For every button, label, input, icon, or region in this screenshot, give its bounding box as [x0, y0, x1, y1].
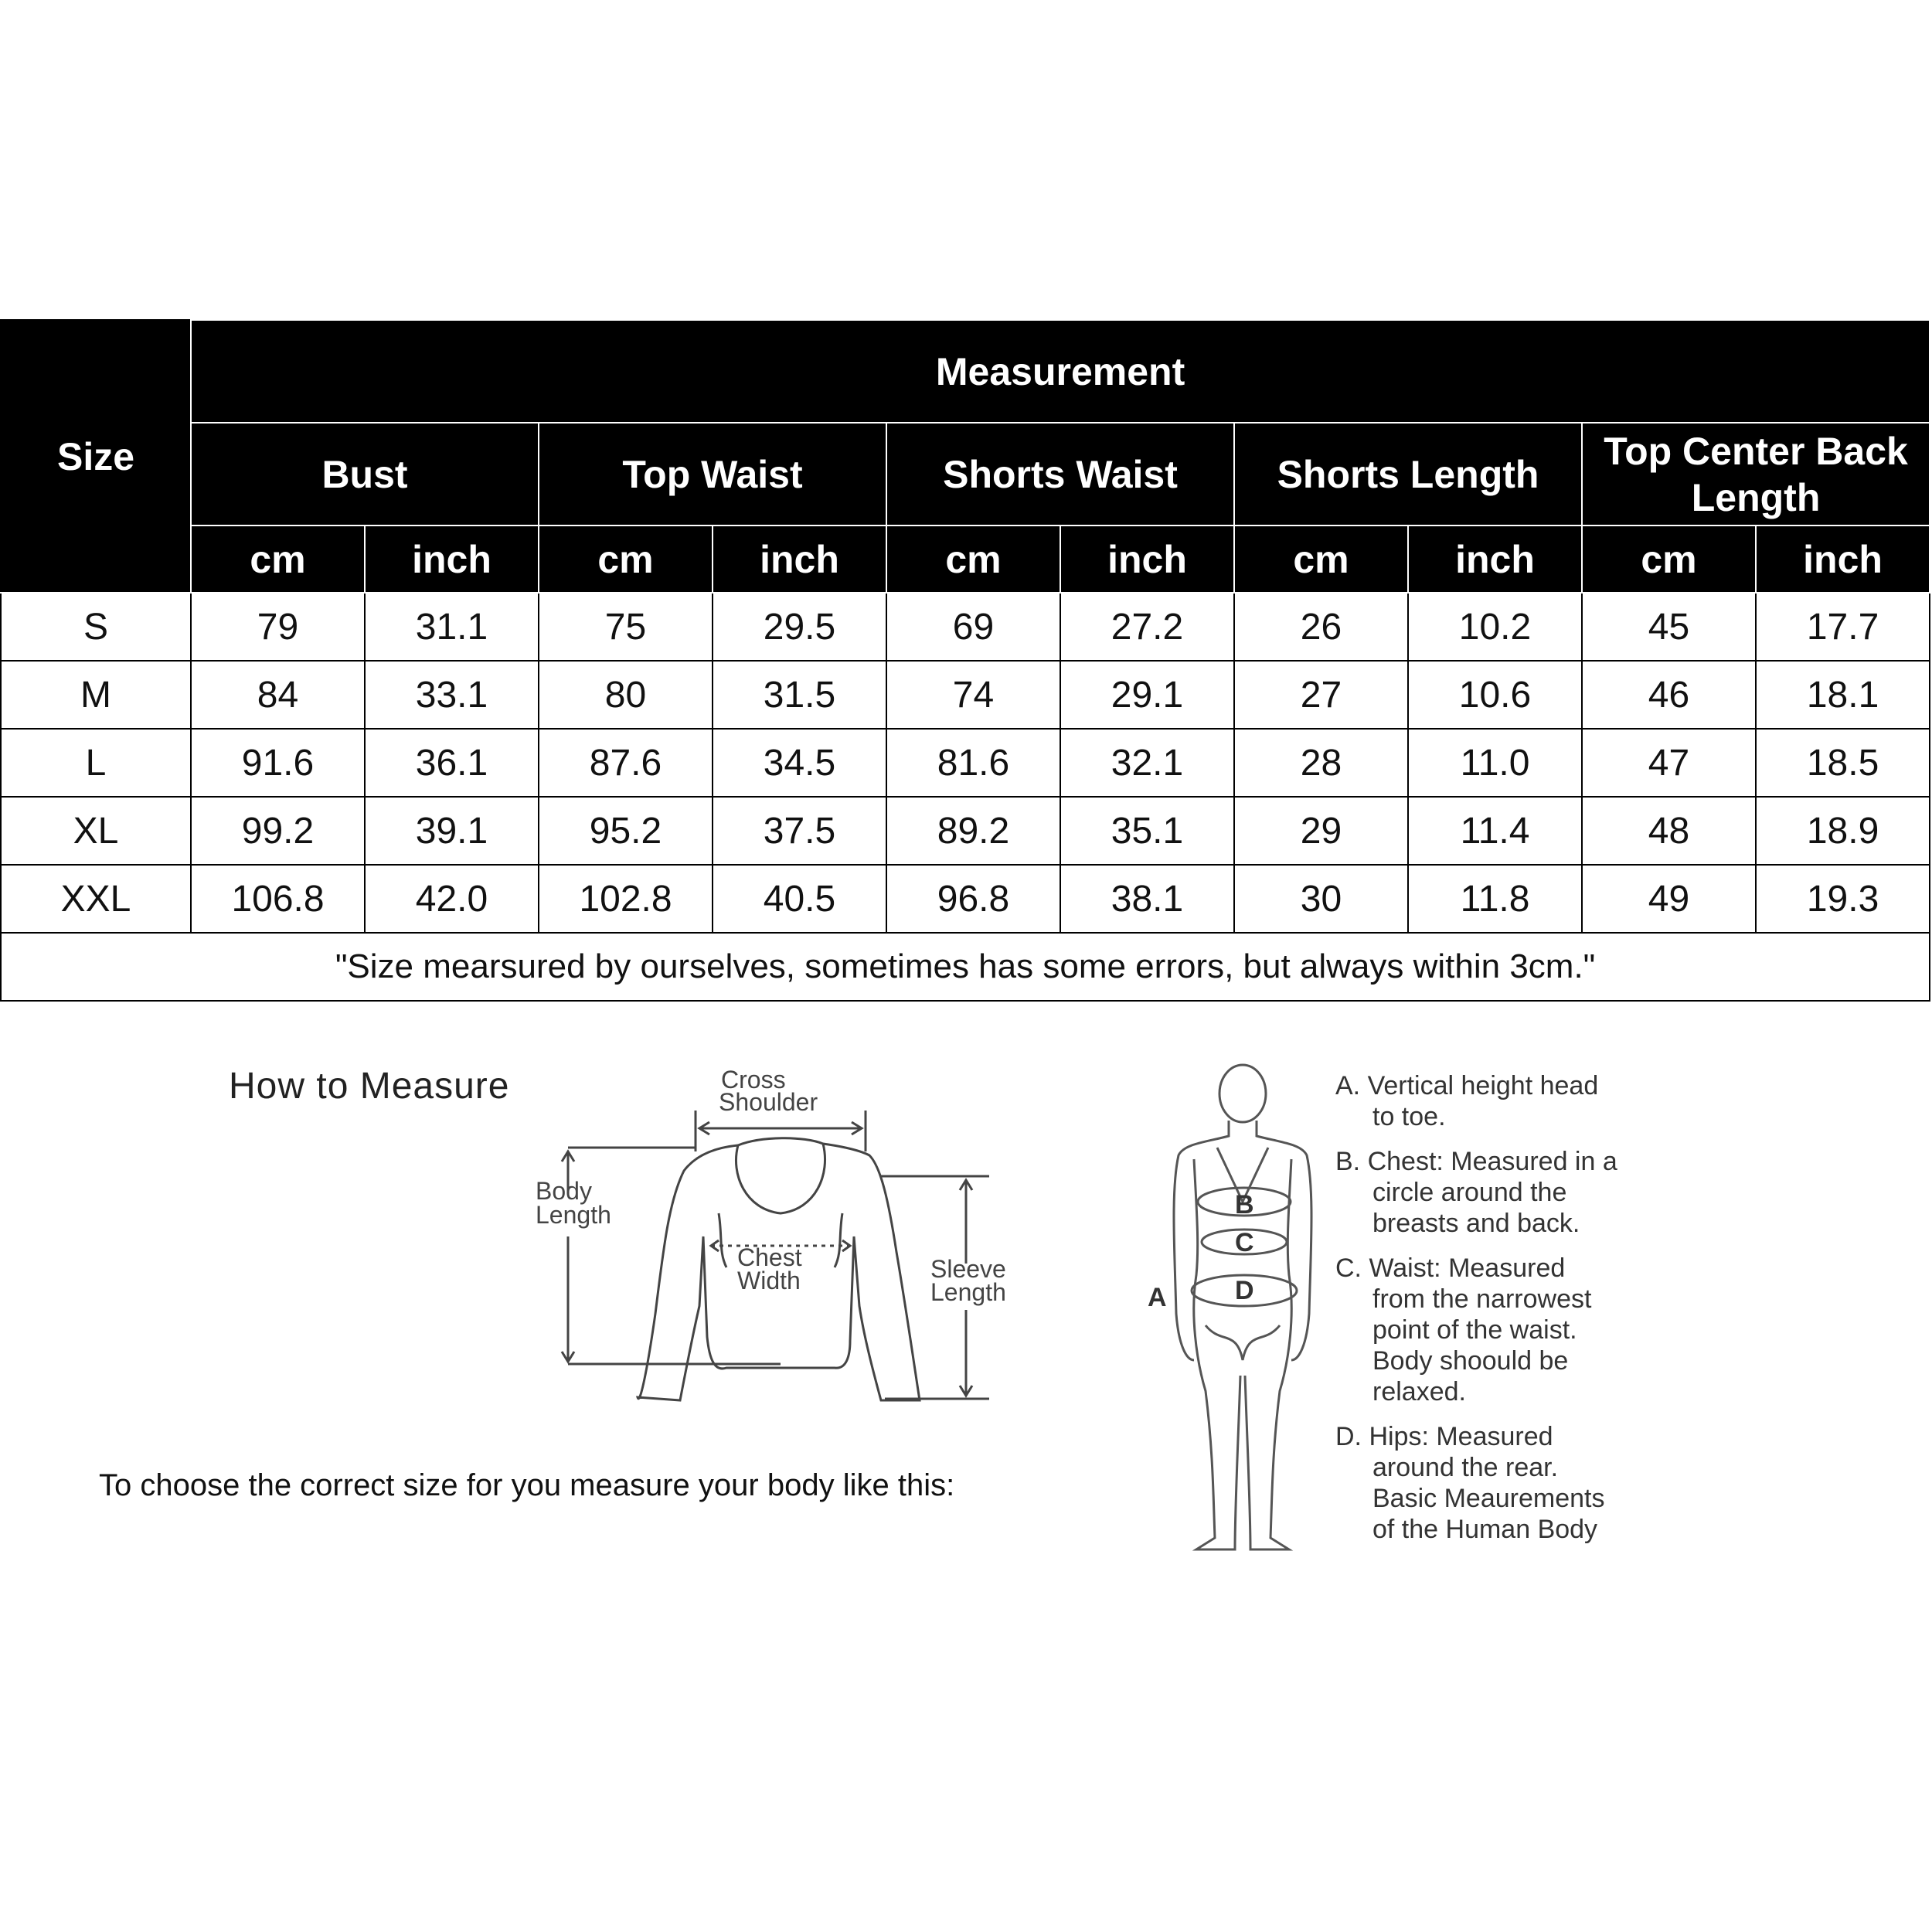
legend-item: [1335, 1146, 1737, 1239]
instruction-text: To choose the correct size for you measure your body like this:: [99, 1468, 955, 1502]
value-cell: 26: [1234, 593, 1408, 661]
body-length-label-line2: Length: [536, 1201, 611, 1229]
legend-item-lead: B. Chest: Measured in a: [1335, 1147, 1617, 1176]
value-cell: 91.6: [191, 729, 365, 797]
chest-width-label-line1: Chest: [737, 1243, 802, 1271]
label-c: C: [1235, 1228, 1254, 1257]
shorts-length-header: Shorts Length: [1234, 423, 1582, 526]
size-note: "Size mearsured by ourselves, sometimes has some errors, but always within 3cm.": [1, 933, 1930, 1001]
body-labels: [1148, 1190, 1254, 1312]
garment-labels: [536, 1066, 1006, 1306]
size-cell: S: [1, 593, 191, 661]
value-cell: 40.5: [713, 865, 886, 933]
value-cell: 18.5: [1756, 729, 1930, 797]
value-cell: 75: [539, 593, 713, 661]
value-cell: 28: [1234, 729, 1408, 797]
unit-header-cm: cm: [1234, 526, 1408, 593]
label-d: D: [1235, 1276, 1254, 1305]
how-to-measure-title: How to Measure: [229, 1066, 510, 1107]
value-cell: 96.8: [886, 865, 1060, 933]
value-cell: 99.2: [191, 797, 365, 865]
value-cell: 33.1: [365, 661, 539, 729]
value-cell: 36.1: [365, 729, 539, 797]
body-length-label-line1: Body: [536, 1177, 592, 1205]
value-cell: 29: [1234, 797, 1408, 865]
value-cell: 18.9: [1756, 797, 1930, 865]
bust-header: Bust: [191, 423, 539, 526]
legend-item-line: relaxed.: [1372, 1377, 1466, 1406]
legend-item-line: from the narrowest: [1372, 1284, 1592, 1314]
chest-width-label-line2: Width: [737, 1267, 801, 1294]
size-header: Size: [1, 320, 191, 593]
size-cell: M: [1, 661, 191, 729]
legend-item-line: Basic Meaurements: [1372, 1484, 1605, 1513]
shorts-waist-header: Shorts Waist: [886, 423, 1234, 526]
size-cell: XXL: [1, 865, 191, 933]
value-cell: 80: [539, 661, 713, 729]
value-cell: 69: [886, 593, 1060, 661]
sleeve-length-label-line1: Sleeve: [930, 1255, 1006, 1283]
value-cell: 84: [191, 661, 365, 729]
value-cell: 11.0: [1408, 729, 1582, 797]
value-cell: 32.1: [1060, 729, 1234, 797]
measurement-header: Measurement: [191, 320, 1930, 423]
legend-item-lead: A. Vertical height head: [1335, 1071, 1599, 1100]
legend-item-lead: D. Hips: Measured: [1335, 1422, 1553, 1451]
top-center-back-length-header: Top Center Back Length: [1582, 423, 1930, 526]
value-cell: 18.1: [1756, 661, 1930, 729]
cross-shoulder-label-line1: Cross: [721, 1066, 786, 1094]
body-figure: [1174, 1065, 1311, 1549]
value-cell: 10.6: [1408, 661, 1582, 729]
measurement-legend: [1335, 1070, 1737, 1559]
value-cell: 46: [1582, 661, 1756, 729]
value-cell: 47: [1582, 729, 1756, 797]
value-cell: 10.2: [1408, 593, 1582, 661]
value-cell: 42.0: [365, 865, 539, 933]
value-cell: 38.1: [1060, 865, 1234, 933]
value-cell: 37.5: [713, 797, 886, 865]
value-cell: 27.2: [1060, 593, 1234, 661]
sleeve-length-label-line2: Length: [930, 1278, 1006, 1306]
value-cell: 19.3: [1756, 865, 1930, 933]
legend-item-line: point of the waist.: [1372, 1315, 1577, 1345]
legend-item-line: breasts and back.: [1372, 1209, 1580, 1238]
label-a: A: [1148, 1283, 1167, 1312]
value-cell: 106.8: [191, 865, 365, 933]
label-b: B: [1235, 1190, 1254, 1219]
value-cell: 45: [1582, 593, 1756, 661]
legend-item-line: Body shoould be: [1372, 1346, 1569, 1376]
legend-item: [1335, 1421, 1737, 1545]
value-cell: 39.1: [365, 797, 539, 865]
value-cell: 17.7: [1756, 593, 1930, 661]
value-cell: 31.5: [713, 661, 886, 729]
value-cell: 35.1: [1060, 797, 1234, 865]
unit-header-cm: cm: [1582, 526, 1756, 593]
value-cell: 29.5: [713, 593, 886, 661]
value-cell: 87.6: [539, 729, 713, 797]
value-cell: 79: [191, 593, 365, 661]
value-cell: 30: [1234, 865, 1408, 933]
unit-header-cm: cm: [886, 526, 1060, 593]
top-waist-header: Top Waist: [539, 423, 886, 526]
legend-item-line: circle around the: [1372, 1178, 1567, 1207]
unit-header-inch: inch: [365, 526, 539, 593]
unit-header-inch: inch: [1408, 526, 1582, 593]
value-cell: 48: [1582, 797, 1756, 865]
value-cell: 31.1: [365, 593, 539, 661]
value-cell: 11.4: [1408, 797, 1582, 865]
unit-header-inch: inch: [713, 526, 886, 593]
size-cell: L: [1, 729, 191, 797]
legend-item: [1335, 1253, 1737, 1407]
legend-item: [1335, 1070, 1737, 1132]
value-cell: 29.1: [1060, 661, 1234, 729]
value-cell: 102.8: [539, 865, 713, 933]
size-cell: XL: [1, 797, 191, 865]
value-cell: 74: [886, 661, 1060, 729]
legend-item-lead: C. Waist: Measured: [1335, 1253, 1566, 1283]
value-cell: 95.2: [539, 797, 713, 865]
value-cell: 34.5: [713, 729, 886, 797]
unit-header-cm: cm: [539, 526, 713, 593]
value-cell: 49: [1582, 865, 1756, 933]
legend-item-line: around the rear.: [1372, 1453, 1559, 1482]
value-cell: 89.2: [886, 797, 1060, 865]
unit-header-inch: inch: [1756, 526, 1930, 593]
cross-shoulder-label-line2: Shoulder: [719, 1088, 818, 1116]
value-cell: 27: [1234, 661, 1408, 729]
value-cell: 81.6: [886, 729, 1060, 797]
value-cell: 11.8: [1408, 865, 1582, 933]
unit-header-inch: inch: [1060, 526, 1234, 593]
legend-item-line: of the Human Body: [1372, 1515, 1598, 1544]
legend-item-line: to toe.: [1372, 1102, 1446, 1131]
unit-header-cm: cm: [191, 526, 365, 593]
